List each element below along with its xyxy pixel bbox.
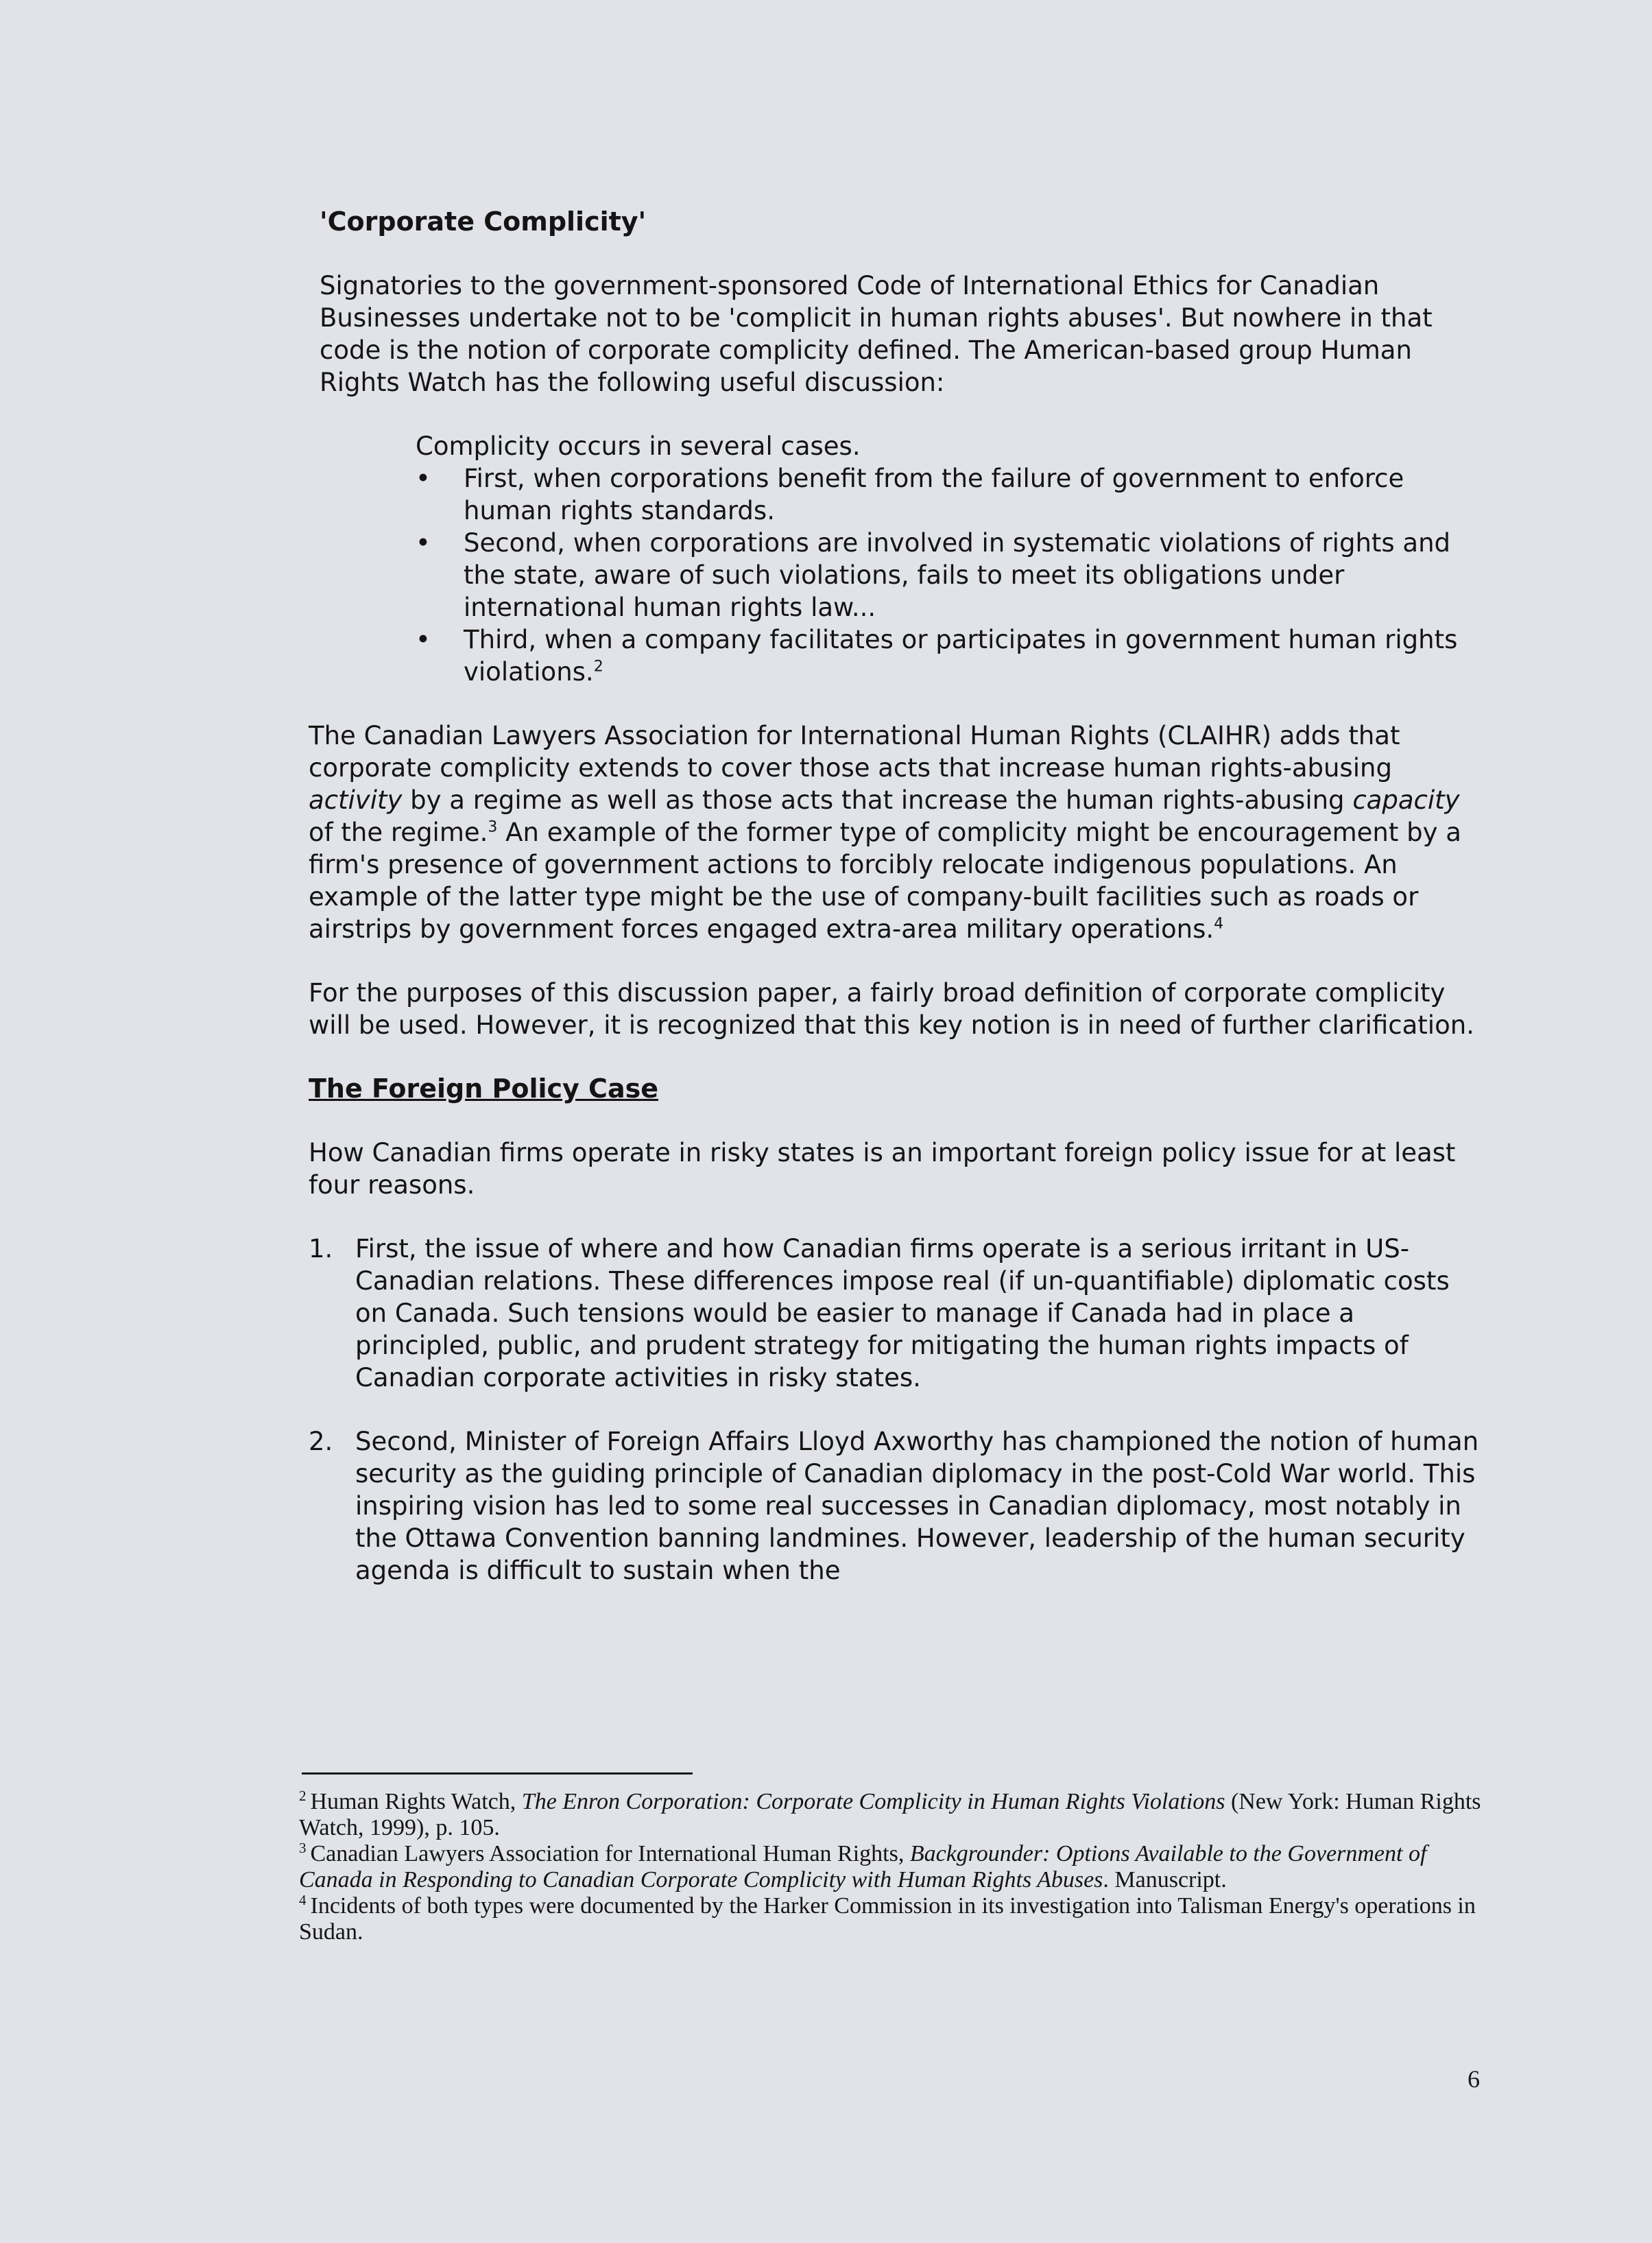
footnotes [299, 1789, 1492, 1945]
reasons-numbered-list [309, 1233, 1488, 1587]
complicity-bullet-list [416, 462, 1488, 688]
item-text: First, the issue of where and how Canadian firms operate is a serious irritant in US-Canadian relations. These differences impose real (if un-quantifiable) diplomatic costs on Canada. Such tensions would be easier to manage if Canada had in place a principled, public, and prudent strategy for mitigating the human rights impacts of Canadian corporate activities in risky states. [355, 1234, 1450, 1392]
footnote-2: $^2$ Human Rights Watch, The Enron Corporation: Corporate Complicity in Human Rights Violations (New York: Human Rights Watch, 1999), p. 105. [299, 1787, 1481, 1840]
paragraph-foreign-policy-intro: How Canadian firms operate in risky states is an important foreign policy issue for at least four reasons. [309, 1138, 1456, 1200]
section-heading-foreign-policy-case: The Foreign Policy Case [309, 1073, 658, 1104]
item-text: Second, Minister of Foreign Affairs Lloyd Axworthy has championed the notion of human security as the guiding principle of Canadian diplomacy in the post-Cold War world. This inspiring vision has led to some real successes in Canadian diplomacy, most notably in the Ottawa Convention banning landmines. However, leadership of the human security agenda is difficult to sustain when the [355, 1427, 1479, 1585]
item-number: 1. [309, 1234, 333, 1263]
bullet-item [416, 462, 1488, 527]
section-heading-corporate-complicity: 'Corporate Complicity' [320, 206, 647, 237]
bullet-text: Third, when a company facilitates or participates in government human rights violations. [464, 625, 1458, 687]
emphasis-capacity: capacity [1352, 785, 1460, 815]
footnote-ref: 2 [593, 658, 603, 676]
paragraph-claihr: The Canadian Lawyers Association for International Human Rights (CLAIHR) adds that corporate complicity extends to cover those acts that increase human rights-abusing activity by a regime as well as those acts that increase the human rights-abusing capacity of the regime.$^3$ An example of the former type of complicity might be encouragement by a firm's presence of government actions to forcibly relocate indigenous populations. An example of the latter type might be the use of company-built facilities such as roads or airstrips by government forces engaged extra-area military operations.$^4$ [309, 721, 1461, 944]
quote-intro: Complicity occurs in several cases. [416, 431, 861, 461]
footnote-separator [302, 1772, 693, 1775]
bullet-icon: • [416, 464, 431, 493]
bullet-item [416, 527, 1488, 624]
footnote-3: $^3$ Canadian Lawyers Association for International Human Rights, Backgrounder: Options Available to the Government of Canada in Responding to Canadian Corporate Complicity with Human Rights Abuses. Manuscript. [299, 1839, 1427, 1892]
numbered-item [309, 1425, 1488, 1587]
item-number: 2. [309, 1427, 333, 1456]
paragraph-definition: For the purposes of this discussion paper, a fairly broad definition of corporate complicity will be used. However, it is recognized that this key notion is in need of further clarification. [309, 978, 1474, 1040]
emphasis-activity: activity [309, 785, 403, 815]
numbered-item [309, 1233, 1488, 1394]
footnote-ref: 4 [1214, 915, 1224, 933]
block-quote-hrw [416, 430, 1488, 688]
bullet-icon: • [416, 625, 431, 654]
main-content [309, 206, 1488, 1618]
paragraph-code-of-ethics: Signatories to the government-sponsored Code of International Ethics for Canadian Businesses undertake not to be 'complicit in human rights abuses'. But nowhere in that code is the notion of corporate complicity defined. The American-based group Human Rights Watch has the following useful discussion: [320, 271, 1433, 397]
footnote-4: $^4$ Incidents of both types were documented by the Harker Commission in its investigation into Talisman Energy's operations in Sudan. [299, 1891, 1476, 1945]
footnote-ref: 3 [488, 818, 498, 836]
bullet-text: Second, when corporations are involved in systematic violations of rights and the state, aware of such violations, fails to meet its obligations under international human rights law... [464, 528, 1451, 622]
bullet-item [416, 624, 1488, 688]
page-number: 6 [1468, 2065, 1480, 2093]
bullet-text: First, when corporations benefit from the failure of government to enforce human rights standards. [464, 464, 1404, 525]
bullet-icon: • [416, 528, 431, 558]
